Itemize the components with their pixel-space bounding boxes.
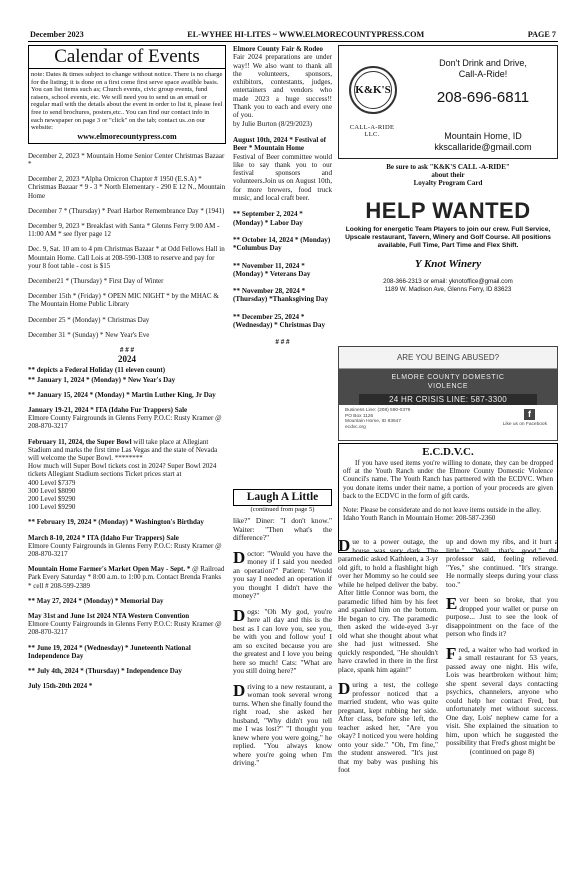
jokes-column-1 [233,517,332,775]
ticket-price: 300 Level $8090 [28,486,76,495]
drop-cap: D [233,547,246,567]
dv-crisis-line: 24 HR CRISIS LINE: 587-3300 [359,394,537,405]
loyalty-line: Be sure to ask "K&K'S CALL -A-RIDE" [386,163,510,171]
event-item: December 15th * (Friday) * OPEN MIC NIGHT * by the MHAC & The Mountain Home Public Library [28,292,219,309]
event-item: ** June 19, 2024 * (Wednesday) * Juneteenth National Independence Day [28,643,191,660]
calendar-note: note: Dates & times subject to change without notice. There is no charge for the listing; it is done on a first come first serve space availble basis. You can list items such as; Church events, civic group events, fund raisers, school events, etc. We will need you to send us an email or regular mail with the details about the event in order to list it, please feel free to send brochures, posters,etc.. You can find our contact info in each newspaper on page 3 or "click" on the tab; contact us..on our website: [31,71,223,132]
ecdvc-title: E.C.D.V.C. [422,446,474,458]
drop-cap: F [446,643,457,663]
dv-headline: ARE YOU BEING ABUSED? [339,347,557,369]
jokes-column-3 [446,538,558,756]
header-date: December 2023 [30,30,84,39]
event-body: Fair 2024 preparations are under way!! We also want to thank all the volunteers, sponsors, exhibitors, contestants, judges, entertainers and vendors who made 2023 a huge success!! Thank you to each and every one of you. [233,53,332,120]
laugh-subtitle: (continued from page 5) [250,506,315,513]
drop-cap: D [233,605,246,625]
event-body: @ Railroad Park Every Saturday * 8:00 a.m. to 1:00 p.m. Contact Brenda Franks * cell # 208-599-2389 [28,565,225,590]
joke-item [338,538,438,674]
event-item [28,406,226,431]
year-heading: 2024 [118,354,136,365]
joke-text: ue to a power outage, the house was very dark. The paramedic asked Kathleen, a 3-yr old gift, to hold a flashlight high over her Mommy so he could see while he helped deliver the baby. After little Connor was born, the paramedic lifted him by his feet and spanked him on the bottom. He began to cry. The paramedic then asked the wide-eyed 3-yr old what she thought about what she had just witnessed. She quickly responded, "He shouldn't have crawled in there in the first place, spank him again!" [338,537,438,674]
header-page-number: PAGE 7 [527,30,556,39]
event-item: Dec. 9, Sat. 10 am to 4 pm Christmas Bazaar * at Odd Fellows Hall in Mountain Home. Call Lois at 208-590-1308 to reserve and pay for your 8 foot table - cost is $15 [28,245,225,270]
help-wanted-ad [338,198,558,348]
winery-address: 1189 W. Madison Ave, Glenns Ferry, ID 83623 [384,285,512,293]
event-item: July 15th-20th 2024 * [28,682,93,691]
event-item: ** September 2, 2024 * (Monday) * Labor Day [233,210,303,227]
rodeo-item [233,45,332,128]
dv-info-line: ecdvc.org [345,424,366,430]
event-item: ** November 11, 2024 * (Monday) * Veterans Day [233,261,311,278]
dv-banner [339,369,557,405]
joke-item [233,547,332,601]
event-item: December 2, 2023 * Mountain Home Senior Center Christmas Bazaar * [28,151,225,168]
dv-org-name: ELMORE COUNTY DOMESTIC [391,374,505,381]
event-body: will take place at Allegiant Stadium and marks the first time Las Vegas and the state of Nevada will welcome the Super Bowl. ******** [28,437,218,462]
page-header [28,28,558,42]
drop-cap: D [338,679,351,698]
dv-info-line: Business Line: (208) 590-0379 [345,408,411,413]
kk-tagline-1: Don't Drink and Drive, [439,58,527,68]
help-wanted-title: HELP WANTED [365,198,531,223]
kk-logo-subtitle: CALL-A-RIDE LLC. [349,124,395,138]
drop-cap: D [338,536,351,555]
ecdvc-body: If you have used items you're willing to donate, they can be dropped off at the Youth Ranch under the Elmore County Domestic Violence Council's name. The Youth Ranch has partnered with the ECDVC. When you donate items under their name, a portion of your proceeds are given back to the ECDVC in the form of gift cards. [343,459,553,500]
event-heading: March 8-10, 2024 * ITA (Idaho Fur Trappers) Sale [28,533,179,542]
joke-item [233,680,332,768]
event-body: Elmore County Fairgrounds in Glenns Ferry P.O.C: Rusty Kramer @ 208-870-3217 [28,414,222,431]
event-body: Elmore County Fairgrounds in Glenns Ferry P.O.C: Rusty Kramer @ 208-870-3217 [28,541,222,558]
event-heading: Mountain Home Farmer's Market Open May - Sept. * [28,565,191,574]
event-item [28,565,226,590]
joke-text: uring a test, the college professor noticed that a married student, who was quite pregnant, kept rubbing her side. After class, before she left, the teacher asked her, "Are you okay? I noticed you were holding onto your side." "Oh, I'm fine," the student answered. "It's just that my baby was pushing his foot [338,680,438,774]
facebook-icon: f [524,409,535,420]
event-item [28,438,226,512]
facebook-label: Like us on Facebook [502,422,547,427]
event-item: December 9, 2023 * Breakfast with Santa * Glenns Ferry 9:00 AM - 11:00 AM * see flyer page 12 [28,221,220,239]
kk-email: kkscallaride@gmail.com [434,142,532,152]
event-item: December 31 * (Sunday) * New Year's Eve [28,330,150,339]
event-body: Festival of Beer committee would like to say thank you to our festival sponsors and volunteers.Join us on August 10th, for more brewers, food truck music, and local craft beer. [233,152,332,203]
event-item [28,612,226,637]
ticket-price: 100 Level $9290 [28,503,76,512]
joke-item: up and down my ribs, and it hurt a little." "Well, that's good," the professor said, feeling relieved. "Yes," she continued. "It's strange. He normally sleeps during your class too." [446,537,558,589]
events-column-2 [233,45,332,347]
event-item: ** May 27, 2024 * (Monday) * Memorial Day [28,596,164,605]
calendar-title: Calendar of Events [29,46,225,69]
event-item: ** January 15, 2024 * (Monday) * Martin Luther King, Jr Day [28,390,216,399]
joke-text: riving to a new restaurant, a woman took several wrong turns. When she finally found the right road, she asked her husband, "Why didn't you tell me I was lost?" "I thought you knew where you were going," he replied. "You always know where you're going when I'm driving." [233,681,332,767]
joke-item: like?" Diner: "I don't know." Waiter: "Then what's the difference?" [233,516,332,542]
joke-text: ogs: "Oh My god, you're here all day and this is the best as I can love you, see you, be with you and follow you! I am so excited because you are the greatest and I love you being here so much! Cats: "What are you still doing here?" [233,606,332,675]
kk-city: Mountain Home, ID [444,131,522,141]
ecdvc-contact: Idaho Youth Ranch in Mountain Home: 208-587-2360 [343,514,496,523]
newspaper-page [28,28,558,858]
jokes-column-2 [338,538,438,782]
kk-phone: 208-696-6811 [436,89,530,106]
continued-note: (continued on page 8) [469,746,535,756]
event-heading: January 19-21, 2024 * ITA (Idaho Fur Trappers) Sale [28,405,188,414]
event-item: ** February 19, 2024 * (Monday) * Washington's Birthday [28,518,204,527]
calendar-website-link[interactable]: www.elmorecountypress.com [77,131,177,141]
joke-text: octor: "Would you have the money if I said you needed an operation?" Patient: "Would you say I needed an operation if you thought I didn't have the money?" [233,548,332,600]
section-separator: # # # [275,338,290,347]
event-heading: February 11, 2024, the Super Bowl [28,437,132,446]
event-item: December 2, 2023 *Alpha Omicron Chapter # 1950 (E.S.A) * Christmas Bazaar * 9 - 3 * North Elementary - 290 E 12 N., Mountain Home [28,175,226,200]
section-separator: # # # [119,346,135,354]
dv-info-line: Mountain Home, ID 83647 [345,419,401,425]
loyalty-line: about their [431,171,465,179]
beer-festival-item [233,136,332,202]
event-heading: May 31st and June 1st 2024 NTA Western Convention [28,611,190,620]
calendar-box [28,45,226,144]
drop-cap: D [233,680,246,700]
event-heading: Elmore County Fair & Rodeo [233,45,323,53]
loyalty-notice [338,163,558,187]
dv-org-name: VIOLENCE [427,383,469,390]
joke-item [233,605,332,676]
joke-item [446,643,558,748]
event-body: Elmore County Fairgrounds in Glenns Ferry P.O.C: Rusty Kramer @ 208-870-3217 [28,620,222,637]
event-heading: August 10th, 2024 * Festival of Beer * Mountain Home [233,135,327,153]
event-body: How much will Super Bowl tickets cost in 2024? Super Bowl 2024 tickets Allegiant Stadium sections Ticket prices start at [28,462,217,479]
kk-logo: K&K'S [349,66,397,114]
laugh-a-little-header [233,489,332,514]
joke-item [338,681,438,775]
ticket-price: 400 Level $7379 [28,478,76,487]
winery-contact: 208-366-2313 or email: yknotoffice@gmail.com [383,278,513,285]
kk-tagline-2: Call-A-Ride! [458,69,508,79]
federal-holiday-note: ** depicts a Federal Holiday (11 eleven count) [28,366,166,375]
event-item: December 25 * (Monday) * Christmas Day [28,315,150,324]
calendar-column [28,45,226,690]
header-masthead: EL-WYHEE HI-LITES ~ WWW.ELMORECOUNTYPRESS.COM [187,30,425,39]
help-wanted-body: Looking for energetic Team Players to join our crew. Full Service, Upscale restaurant, Tavern, Winery and Golf Course. All positions available, Full Time, Part Time and Flex Shift. [345,226,551,249]
event-item: ** July 4th, 2024 * (Thursday) * Independence Day [28,666,182,675]
joke-item [446,596,558,639]
joke-text: ver been so broke, that you dropped your wallet or purse on purpose... Just to see the look of disappointment on the face of the person who finds it? [446,595,558,638]
winery-name: Y Knot Winery [414,258,482,270]
event-item: ** October 14, 2024 * (Monday) *Columbus Day [233,235,331,253]
event-item [28,534,226,559]
event-item: December 7 * (Thursday) * Pearl Harbor Remembrance Day * (1941) [28,206,225,215]
event-item: ** November 28, 2024 * (Thursday) *Thanksgiving Day [233,287,329,304]
event-item: ** December 25, 2024 * (Wednesday) * Christmas Day [233,312,326,330]
domestic-violence-ad [338,346,558,441]
dv-info-line: PO Box 1126 [345,413,374,419]
ecdvc-note: Note: Please be considerate and do not leave items outside in the alley. [343,506,542,515]
laugh-title: Laugh A Little [233,489,332,506]
dv-contact [339,405,557,433]
event-item: ** January 1, 2024 * (Monday) * New Year's Day [28,375,176,384]
event-item: December21 * (Thursday) * First Day of Winter [28,276,164,285]
kk-call-a-ride-ad [338,45,558,159]
byline: by Julie Burton (8/29/2023) [233,119,313,128]
drop-cap: E [446,594,458,613]
joke-text: red, a waiter who had worked in a small restaurant for 53 years, passed away one night. His wife, Lois was heartbroken without him; she spent several days contacting psychics, channelers, anyone who could help her contact Fred, but unfortunately met without success. One day, Lois' nephew came for a visit. She explained the situation to him, upon which he suggested the possibility that Fred's ghost might be [446,644,558,747]
ticket-price: 200 Level $9290 [28,494,76,503]
loyalty-line: Loyalty Program Card [413,179,483,187]
